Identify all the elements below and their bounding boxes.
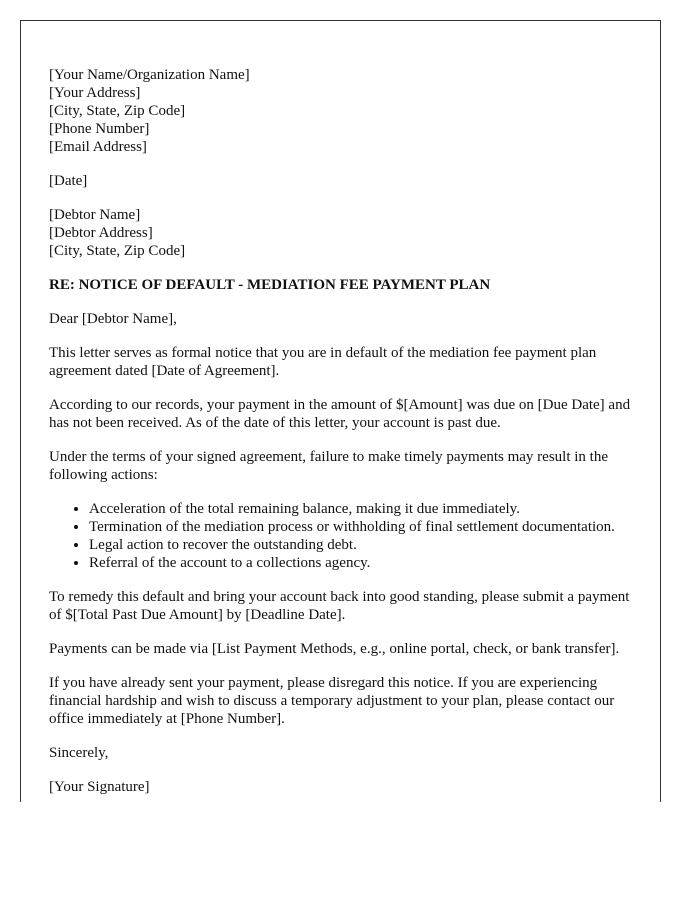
sender-line: [Your Name/Organization Name] — [49, 67, 250, 83]
recipient-line: [Debtor Name] — [49, 207, 141, 223]
body-paragraph: To remedy this default and bring your account back into good standing, please submit a payment of $[Total Past Due Amount] by [Deadline Date]. — [49, 589, 630, 623]
sender-line: [Your Address] — [49, 85, 141, 101]
body-paragraph: According to our records, your payment in the amount of $[Amount] was due on [Due Date] and has not been received. As of the date of this letter, your account is past due. — [49, 397, 631, 431]
list-item: • Legal action to recover the outstanding debt. — [89, 536, 632, 554]
signature: [Your Signature] — [49, 779, 150, 795]
body-paragraph: This letter serves as formal notice that you are in default of the mediation fee payment plan agreement dated [Date of Agreement]. — [49, 345, 597, 379]
letter-page — [20, 20, 661, 802]
signoff: Sincerely, — [49, 745, 109, 761]
list-item: • Acceleration of the total remaining balance, making it due immediately. — [89, 500, 632, 518]
letter-date: [Date] — [49, 173, 88, 189]
sender-line: [Email Address] — [49, 139, 147, 155]
subject-line: RE: NOTICE OF DEFAULT - MEDIATION FEE PAYMENT PLAN — [49, 277, 491, 293]
body-paragraph: If you have already sent your payment, please disregard this notice. If you are experiencing financial hardship and wish to discuss a temporary adjustment to your plan, please contact our office immediately at [Phone Number]. — [49, 675, 615, 727]
body-paragraph: Under the terms of your signed agreement, failure to make timely payments may result in the following actions: — [49, 449, 608, 483]
actions-list — [49, 500, 632, 572]
sender-line: [City, State, Zip Code] — [49, 103, 186, 119]
recipient-line: [City, State, Zip Code] — [49, 243, 186, 259]
body-paragraph: Payments can be made via [List Payment Methods, e.g., online portal, check, or bank transfer]. — [49, 641, 620, 657]
recipient-line: [Debtor Address] — [49, 225, 153, 241]
sender-line: [Phone Number] — [49, 121, 150, 137]
list-item: • Termination of the mediation process or withholding of final settlement documentation. — [89, 518, 632, 536]
salutation: Dear [Debtor Name], — [49, 311, 177, 327]
list-item: • Referral of the account to a collections agency. — [89, 554, 632, 572]
